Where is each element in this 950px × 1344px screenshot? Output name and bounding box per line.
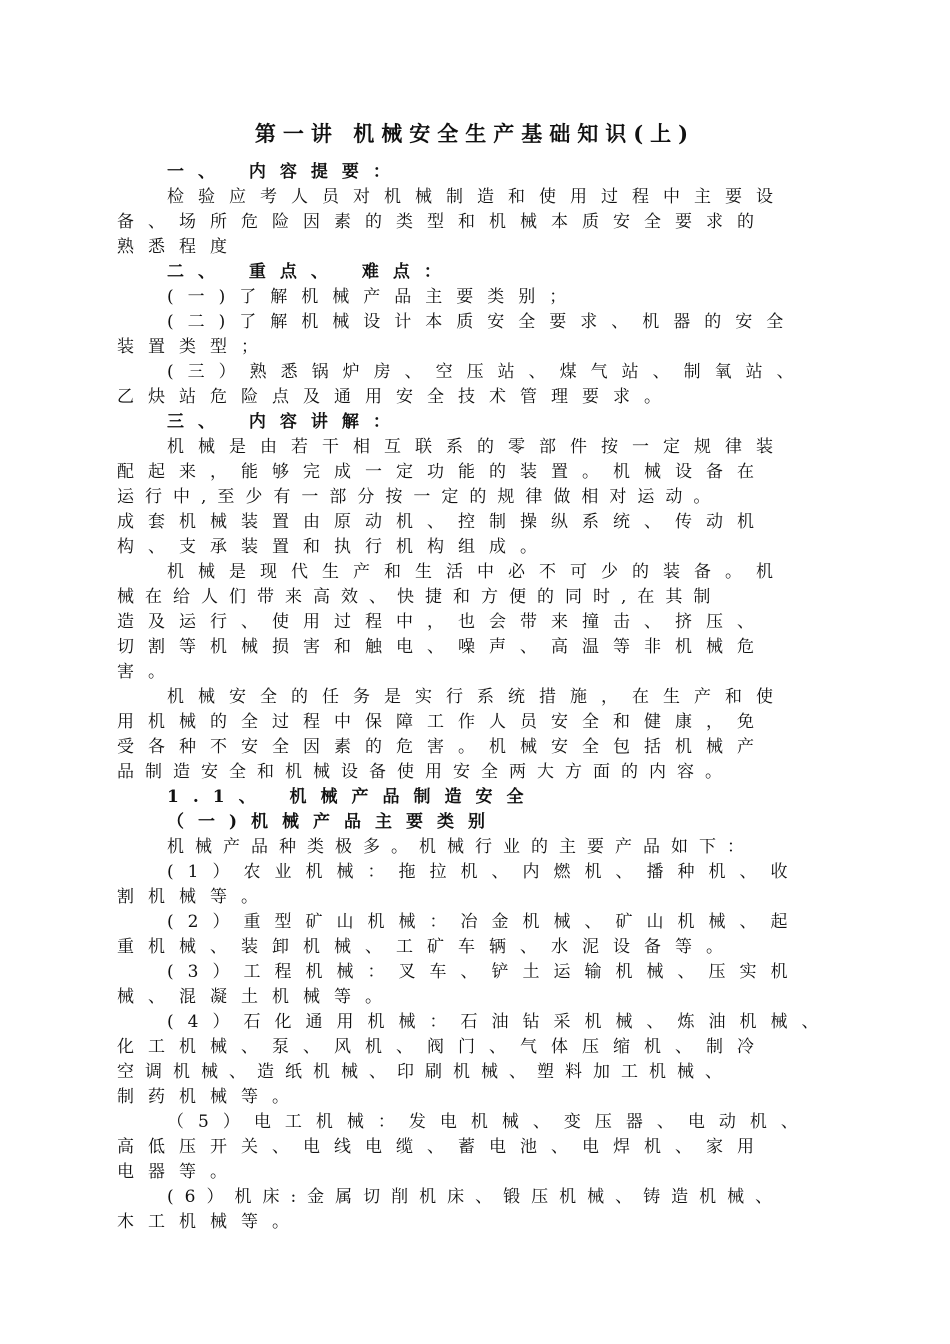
paragraph-line: 害。: [117, 662, 179, 682]
paragraph-line: 切割等机械损害和触电、噪声、高温等非机械危: [117, 637, 768, 657]
paragraph-line: 构、支承装置和执行机构组成。: [117, 537, 551, 557]
paragraph-line: 受各种不安全因素的危害。机械安全包括机械产: [117, 737, 768, 757]
list-item-continuation: 空调机械、造纸机械、印刷机械、塑料加工机械、: [117, 1062, 733, 1082]
list-item-continuation: 重机械、装卸机械、工矿车辆、水泥设备等。: [117, 937, 737, 957]
list-item-continuation: 割机械等。: [117, 887, 272, 907]
document-title: 第一讲 机械安全生产基础知识(上): [254, 121, 696, 146]
list-item-continuation: 化工机械、泵、风机、阀门、气体压缩机、制冷: [117, 1037, 768, 1057]
paragraph-line: 用机械的全过程中保障工作人员安全和健康，免: [117, 712, 768, 732]
list-item-continuation: 制药机械等。: [117, 1087, 303, 1107]
paragraph-line: (二)了解机械设计本质安全要求、机器的安全: [167, 312, 798, 332]
section-heading-1-1: 1.1、 机械产品制造安全: [167, 787, 538, 807]
paragraph-line: 检验应考人员对机械制造和使用过程中主要设: [167, 187, 787, 207]
paragraph-line: 品制造安全和机械设备使用安全两大方面的内容。: [117, 762, 733, 782]
paragraph-line: 配起来，能够完成一定功能的装置。机械设备在: [117, 462, 768, 482]
paragraph-line: 成套机械装置由原动机、控制操纵系统、传动机: [117, 512, 768, 532]
list-item: (1）农业机械：拖拉机、内燃机、播种机、收: [167, 862, 802, 882]
section-heading-key-points: 二、 重点、 难点：: [167, 262, 455, 282]
list-item: (3）工程机械：叉车、铲土运输机械、压实机: [167, 962, 802, 982]
list-item: （5）电工机械：发电机械、变压器、电动机、: [167, 1112, 812, 1132]
paragraph-line: 机械是由若干相互联系的零部件按一定规律装: [167, 437, 787, 457]
paragraph-line: 熟悉程度: [117, 237, 241, 257]
subsection-heading-product-categories: （一)机械产品主要类别: [167, 812, 500, 832]
document-body: [117, 160, 853, 1235]
paragraph-line: 械在给人们带来高效、快捷和方便的同时,在其制: [117, 587, 722, 607]
paragraph-line: (三）熟悉锅炉房、空压站、煤气站、制氧站、: [167, 362, 808, 382]
paragraph-line: 造及运行、使用过程中，也会带来撞击、挤压、: [117, 612, 768, 632]
paragraph-line: 机械是现代生产和生活中必不可少的装备。机: [167, 562, 787, 582]
list-item-continuation: 电器等。: [117, 1162, 241, 1182]
list-item-continuation: 高低压开关、电线电缆、蓄电池、电焊机、家用: [117, 1137, 768, 1157]
paragraph-line: 装置类型；: [117, 337, 272, 357]
section-heading-summary: 一、 内容提要：: [167, 162, 404, 182]
paragraph-line: 机械安全的任务是实行系统措施，在生产和使: [167, 687, 787, 707]
paragraph-line: (一)了解机械产品主要类别；: [167, 287, 581, 307]
list-item-continuation: 械、混凝土机械等。: [117, 987, 396, 1007]
paragraph-line: 运行中,至少有一部分按一定的规律做相对运动。: [117, 487, 722, 507]
paragraph-line: 机械产品种类极多。机械行业的主要产品如下：: [167, 837, 755, 857]
list-item-continuation: 木工机械等。: [117, 1212, 303, 1232]
list-item: (4）石化通用机械：石油钻采机械、炼油机械、: [167, 1012, 833, 1032]
paragraph-line: 备、场所危险因素的类型和机械本质安全要求的: [117, 212, 768, 232]
paragraph-line: 乙炔站危险点及通用安全技术管理要求。: [117, 387, 675, 407]
list-item: (2）重型矿山机械：冶金机械、矿山机械、起: [167, 912, 802, 932]
section-heading-explanation: 三、 内容讲解：: [167, 412, 404, 432]
list-item: (6）机床:金属切削机床、锻压机械、铸造机械、: [167, 1187, 784, 1207]
